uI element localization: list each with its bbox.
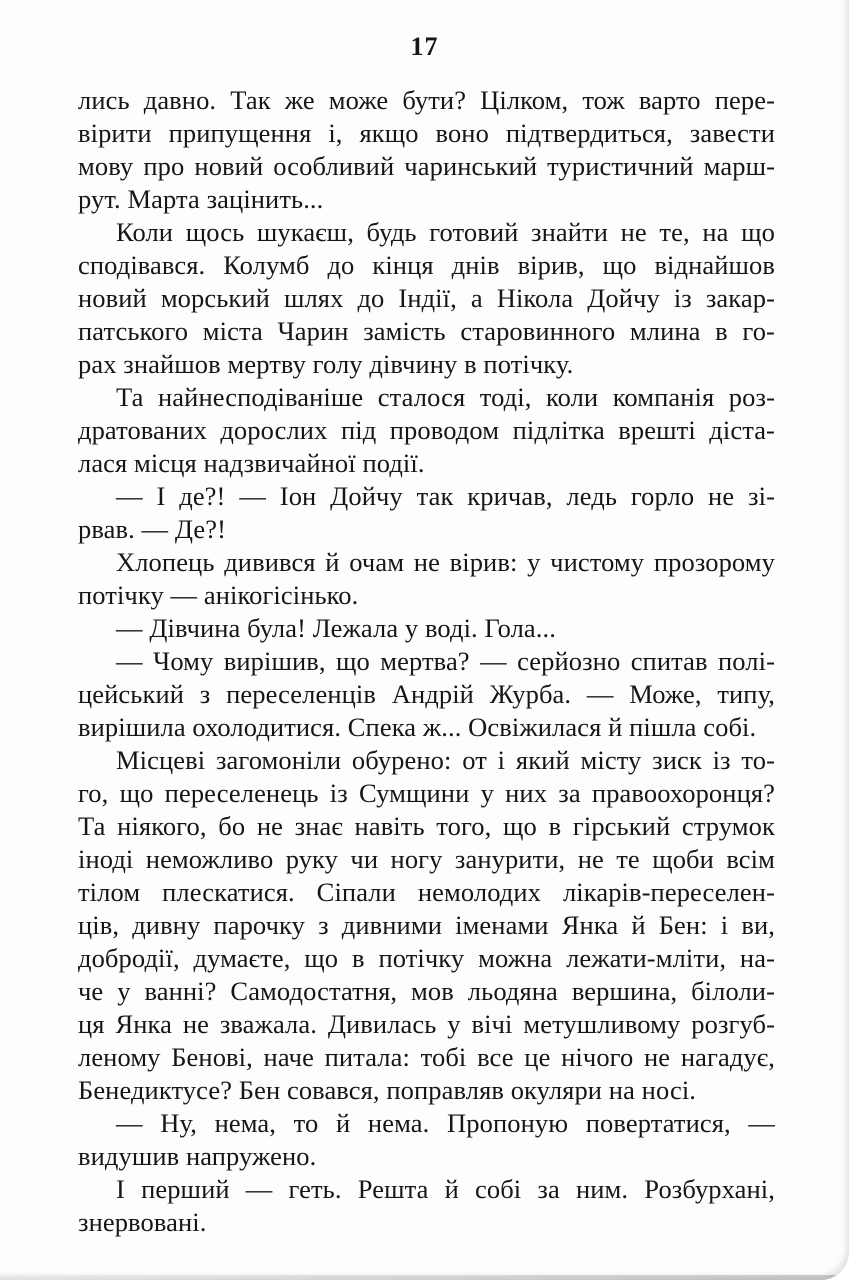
text-line: леному Бенові, наче питала: тобі все це нічого не нагадує,	[78, 1042, 775, 1072]
text-line: Бенедиктусе? Бен совався, поправляв окуляри на носі.	[78, 1075, 697, 1105]
text-line: видушив напружено.	[78, 1141, 317, 1171]
text-line: лись давно. Так же може бути? Цілком, тож варто пере-	[78, 85, 775, 115]
text-line: дратованих дорослих під проводом підлітка врешті діста-	[78, 415, 775, 445]
text-line: Та найнесподіваніше сталося тоді, коли компанія роз-	[116, 382, 775, 412]
text-line: тілом плескатися. Сіпали немолодих лікарів-переселен-	[78, 877, 775, 907]
text-line: вирішила охолодитися. Спека ж... Освіжилася й пішла собі.	[78, 712, 757, 742]
text-line: Коли щось шукаєш, будь готовий знайти не те, на що	[116, 217, 775, 247]
text-line: вірити припущення і, якщо воно підтвердиться, завести	[78, 118, 775, 148]
text-line: І перший — геть. Решта й собі за ним. Розбурхані,	[116, 1174, 775, 1204]
text-line: сподівався. Колумб до кінця днів вірив, що віднайшов	[78, 250, 775, 280]
text-line: Та ніякого, бо не знає навіть того, що в гірський струмок	[78, 811, 775, 841]
page-number: 17	[410, 32, 439, 61]
text-line: ця Янка не зважала. Дивилась у вічі метушливому розгуб-	[78, 1009, 775, 1039]
text-line: — І де?! — Іон Дойчу так кричав, ледь горло не зі-	[116, 481, 775, 511]
text-line: цейський з переселенців Андрій Журба. — Може, типу,	[78, 679, 775, 709]
text-line: — Ну, нема, то й нема. Пропоную повертатися, —	[116, 1108, 775, 1138]
text-line: патського міста Чарин замість старовинного млина в го-	[78, 316, 775, 346]
text-line: ців, дивну парочку з дивними іменами Янка й Бен: і ви,	[78, 910, 775, 940]
text-line: — Дівчина була! Лежала у воді. Гола...	[116, 613, 556, 643]
page-body	[0, 84, 849, 1239]
text-line: рах знайшов мертву голу дівчину в потічку.	[78, 349, 574, 379]
text-line: потічку — анікогісінько.	[78, 580, 359, 610]
text-line: знервовані.	[78, 1207, 207, 1237]
text-line: іноді неможливо руку чи ногу занурити, не те щоби всім	[78, 844, 775, 874]
text-line: го, що переселенець із Сумщини у них за правоохоронця?	[78, 778, 775, 808]
text-line: лася місця надзвичайної події.	[78, 448, 425, 478]
text-line: Місцеві загомоніли обурено: от і який місту зиск із то-	[116, 745, 775, 775]
text-line: рвав. — Де?!	[78, 514, 227, 544]
text-line: мову про новий особливий чаринський туристичний марш-	[78, 151, 775, 181]
text-line: че у ванні? Самодостатня, мов льодяна вершина, білоли-	[78, 976, 775, 1006]
text-line: добродії, думаєте, що в потічку можна лежати-мліти, на-	[78, 943, 775, 973]
text-line: Хлопець дивився й очам не вірив: у чистому прозорому	[116, 547, 775, 577]
text-line: новий морський шлях до Індії, а Нікола Дойчу із закар-	[78, 283, 775, 313]
text-line: — Чому вирішив, що мертва? — серйозно спитав полі-	[116, 646, 775, 676]
text-line: рут. Марта зацінить...	[78, 184, 324, 214]
